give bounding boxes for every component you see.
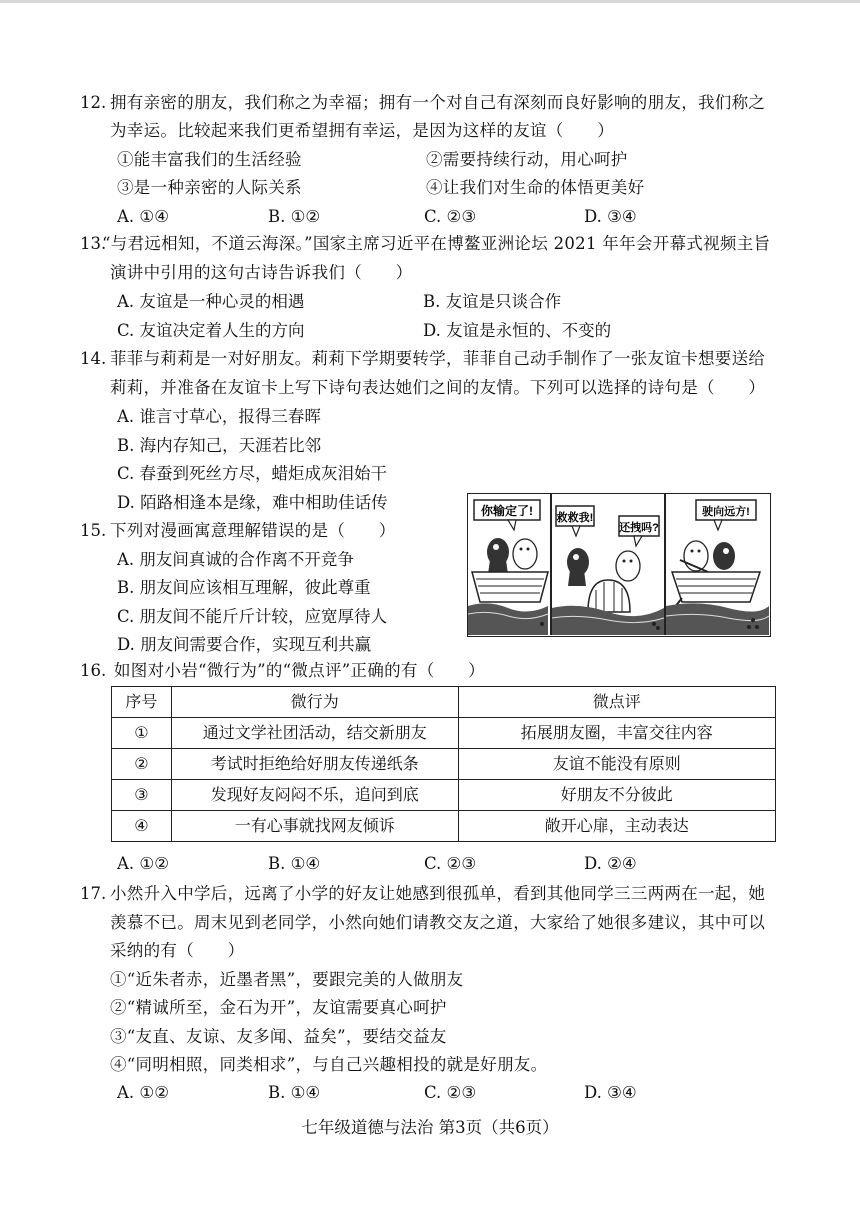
table-cell: ③ bbox=[112, 780, 172, 811]
statement-item: ②需要持续行动，用心呵护 bbox=[426, 150, 628, 169]
question-number: 16. bbox=[80, 661, 107, 680]
speech-bubble-4: 驶向远方! bbox=[702, 506, 750, 518]
question-stem: 演讲中引用的这句古诗告诉我们（ ） bbox=[110, 263, 413, 282]
cartoon-panel-3 bbox=[666, 500, 769, 635]
answer-option-a: A. 谁言寸草心，报得三春晖 bbox=[117, 407, 321, 426]
speech-bubble-3: 还拽吗? bbox=[619, 522, 659, 534]
statement-item: ④让我们对生命的体悟更美好 bbox=[426, 178, 645, 197]
table-cell: 考试时拒绝给好朋友传递纸条 bbox=[171, 749, 458, 780]
answer-option-c: C. 春蚕到死丝方尽，蜡炬成灰泪始干 bbox=[117, 464, 388, 483]
statement-item: ④“同明相照，同类相求”，与自己兴趣相投的就是好朋友。 bbox=[110, 1055, 548, 1074]
table-row bbox=[112, 718, 776, 749]
table-header: 序号 bbox=[112, 687, 172, 718]
answer-option-c: C. ②③ bbox=[424, 207, 477, 226]
answer-option-b: B. ①④ bbox=[268, 854, 321, 873]
answer-option-a: A. 友谊是一种心灵的相遇 bbox=[117, 292, 305, 311]
table-cell: 敞开心扉，主动表达 bbox=[458, 811, 775, 842]
speech-bubble-1: 你输定了! bbox=[481, 504, 533, 518]
table-row bbox=[112, 780, 776, 811]
statement-item: ③“友直、友谅、友多闻、益矣”，要结交益友 bbox=[110, 1027, 447, 1046]
table-row bbox=[112, 749, 776, 780]
table-header: 微点评 bbox=[458, 687, 775, 718]
answer-option-c: C. ②③ bbox=[424, 1083, 477, 1102]
answer-option-a: A. ①④ bbox=[117, 207, 169, 226]
cartoon-panel-1 bbox=[468, 500, 548, 635]
question-stem: 拥有亲密的朋友，我们称之为幸福；拥有一个对自己有深刻而良好影响的朋友，我们称之 bbox=[110, 93, 766, 112]
question-stem: 为幸运。比较起来我们更希望拥有幸运，是因为这样的友谊（ ） bbox=[110, 121, 614, 140]
answer-option-d: D. 陌路相逢本是缘，难中相助佳话传 bbox=[117, 493, 388, 512]
answer-option-b: B. ①② bbox=[268, 207, 321, 226]
answer-option-a: A. ①② bbox=[117, 1083, 169, 1102]
table-cell: ④ bbox=[112, 811, 172, 842]
answer-option-a: A. ①② bbox=[117, 854, 169, 873]
answer-option-b: B. ①④ bbox=[268, 1083, 321, 1102]
answer-option-b: B. 朋友间应该相互理解，彼此尊重 bbox=[117, 578, 371, 597]
answer-option-c: C. ②③ bbox=[424, 854, 477, 873]
answer-option-d: D. ③④ bbox=[584, 207, 637, 226]
table-cell: 友谊不能没有原则 bbox=[458, 749, 775, 780]
question-number: 15. bbox=[80, 521, 107, 540]
cartoon-panel-2 bbox=[552, 506, 664, 635]
question-number: 17. bbox=[80, 884, 107, 903]
table-cell: ① bbox=[112, 718, 172, 749]
question-stem: 如图对小岩“微行为”的“微点评”正确的有（ ） bbox=[114, 661, 485, 680]
answer-option-b: B. 友谊是只谈合作 bbox=[423, 292, 562, 311]
table-cell: ② bbox=[112, 749, 172, 780]
cartoon-comic bbox=[467, 493, 771, 637]
statement-item: ③是一种亲密的人际关系 bbox=[117, 178, 302, 197]
behavior-table bbox=[111, 686, 776, 842]
question-stem: 下列对漫画寓意理解错误的是（ ） bbox=[110, 521, 396, 540]
table-cell: 一有心事就找网友倾诉 bbox=[171, 811, 458, 842]
question-stem: 菲菲与莉莉是一对好朋友。莉莉下学期要转学，菲菲自己动手制作了一张友谊卡想要送给 bbox=[110, 349, 766, 368]
statement-item: ①“近朱者赤，近墨者黑”，要跟完美的人做朋友 bbox=[110, 970, 464, 989]
question-stem: 莉莉，并准备在友谊卡上写下诗句表达她们之间的友情。下列可以选择的诗句是（ ） bbox=[110, 378, 766, 397]
table-header-row bbox=[112, 687, 776, 718]
answer-option-d: D. ②④ bbox=[584, 854, 637, 873]
question-stem: 采纳的有（ ） bbox=[110, 941, 245, 960]
question-number: 14. bbox=[80, 349, 107, 368]
answer-option-a: A. 朋友间真诚的合作离不开竞争 bbox=[117, 550, 354, 569]
page-footer: 七年级道德与法治 第3页（共6页） bbox=[301, 1118, 559, 1137]
question-number: 13. bbox=[80, 234, 107, 253]
answer-option-c: C. 朋友间不能斤斤计较，应宽厚待人 bbox=[117, 607, 388, 626]
speech-bubble-2: 救救我! bbox=[556, 512, 594, 524]
table-cell: 发现好友闷闷不乐，追问到底 bbox=[171, 780, 458, 811]
question-stem: “与君远相知，不道云海深。”国家主席习近平在博鳌亚洲论坛 2021 年年会开幕式视频主旨 bbox=[102, 234, 771, 253]
table-cell: 拓展朋友圈，丰富交往内容 bbox=[458, 718, 775, 749]
statement-item: ②“精诚所至，金石为开”，友谊需要真心呵护 bbox=[110, 998, 447, 1017]
table-row bbox=[112, 811, 776, 842]
statement-item: ①能丰富我们的生活经验 bbox=[117, 150, 302, 169]
table-cell: 通过文学社团活动，结交新朋友 bbox=[171, 718, 458, 749]
answer-option-c: C. 友谊决定着人生的方向 bbox=[117, 321, 305, 340]
answer-option-d: D. ③④ bbox=[584, 1083, 637, 1102]
question-number: 12. bbox=[80, 93, 107, 112]
answer-option-d: D. 友谊是永恒的、不变的 bbox=[423, 321, 612, 340]
question-stem: 羡慕不已。周末见到老同学，小然向她们请教交友之道，大家给了她很多建议，其中可以 bbox=[110, 913, 766, 932]
table-header: 微行为 bbox=[171, 687, 458, 718]
answer-option-d: D. 朋友间需要合作，实现互利共赢 bbox=[117, 635, 372, 654]
question-stem: 小然升入中学后，远离了小学的好友让她感到很孤单，看到其他同学三三两两在一起，她 bbox=[110, 884, 766, 903]
table-cell: 好朋友不分彼此 bbox=[458, 780, 775, 811]
page-top-edge bbox=[0, 0, 860, 3]
answer-option-b: B. 海内存知己，天涯若比邻 bbox=[117, 436, 322, 455]
